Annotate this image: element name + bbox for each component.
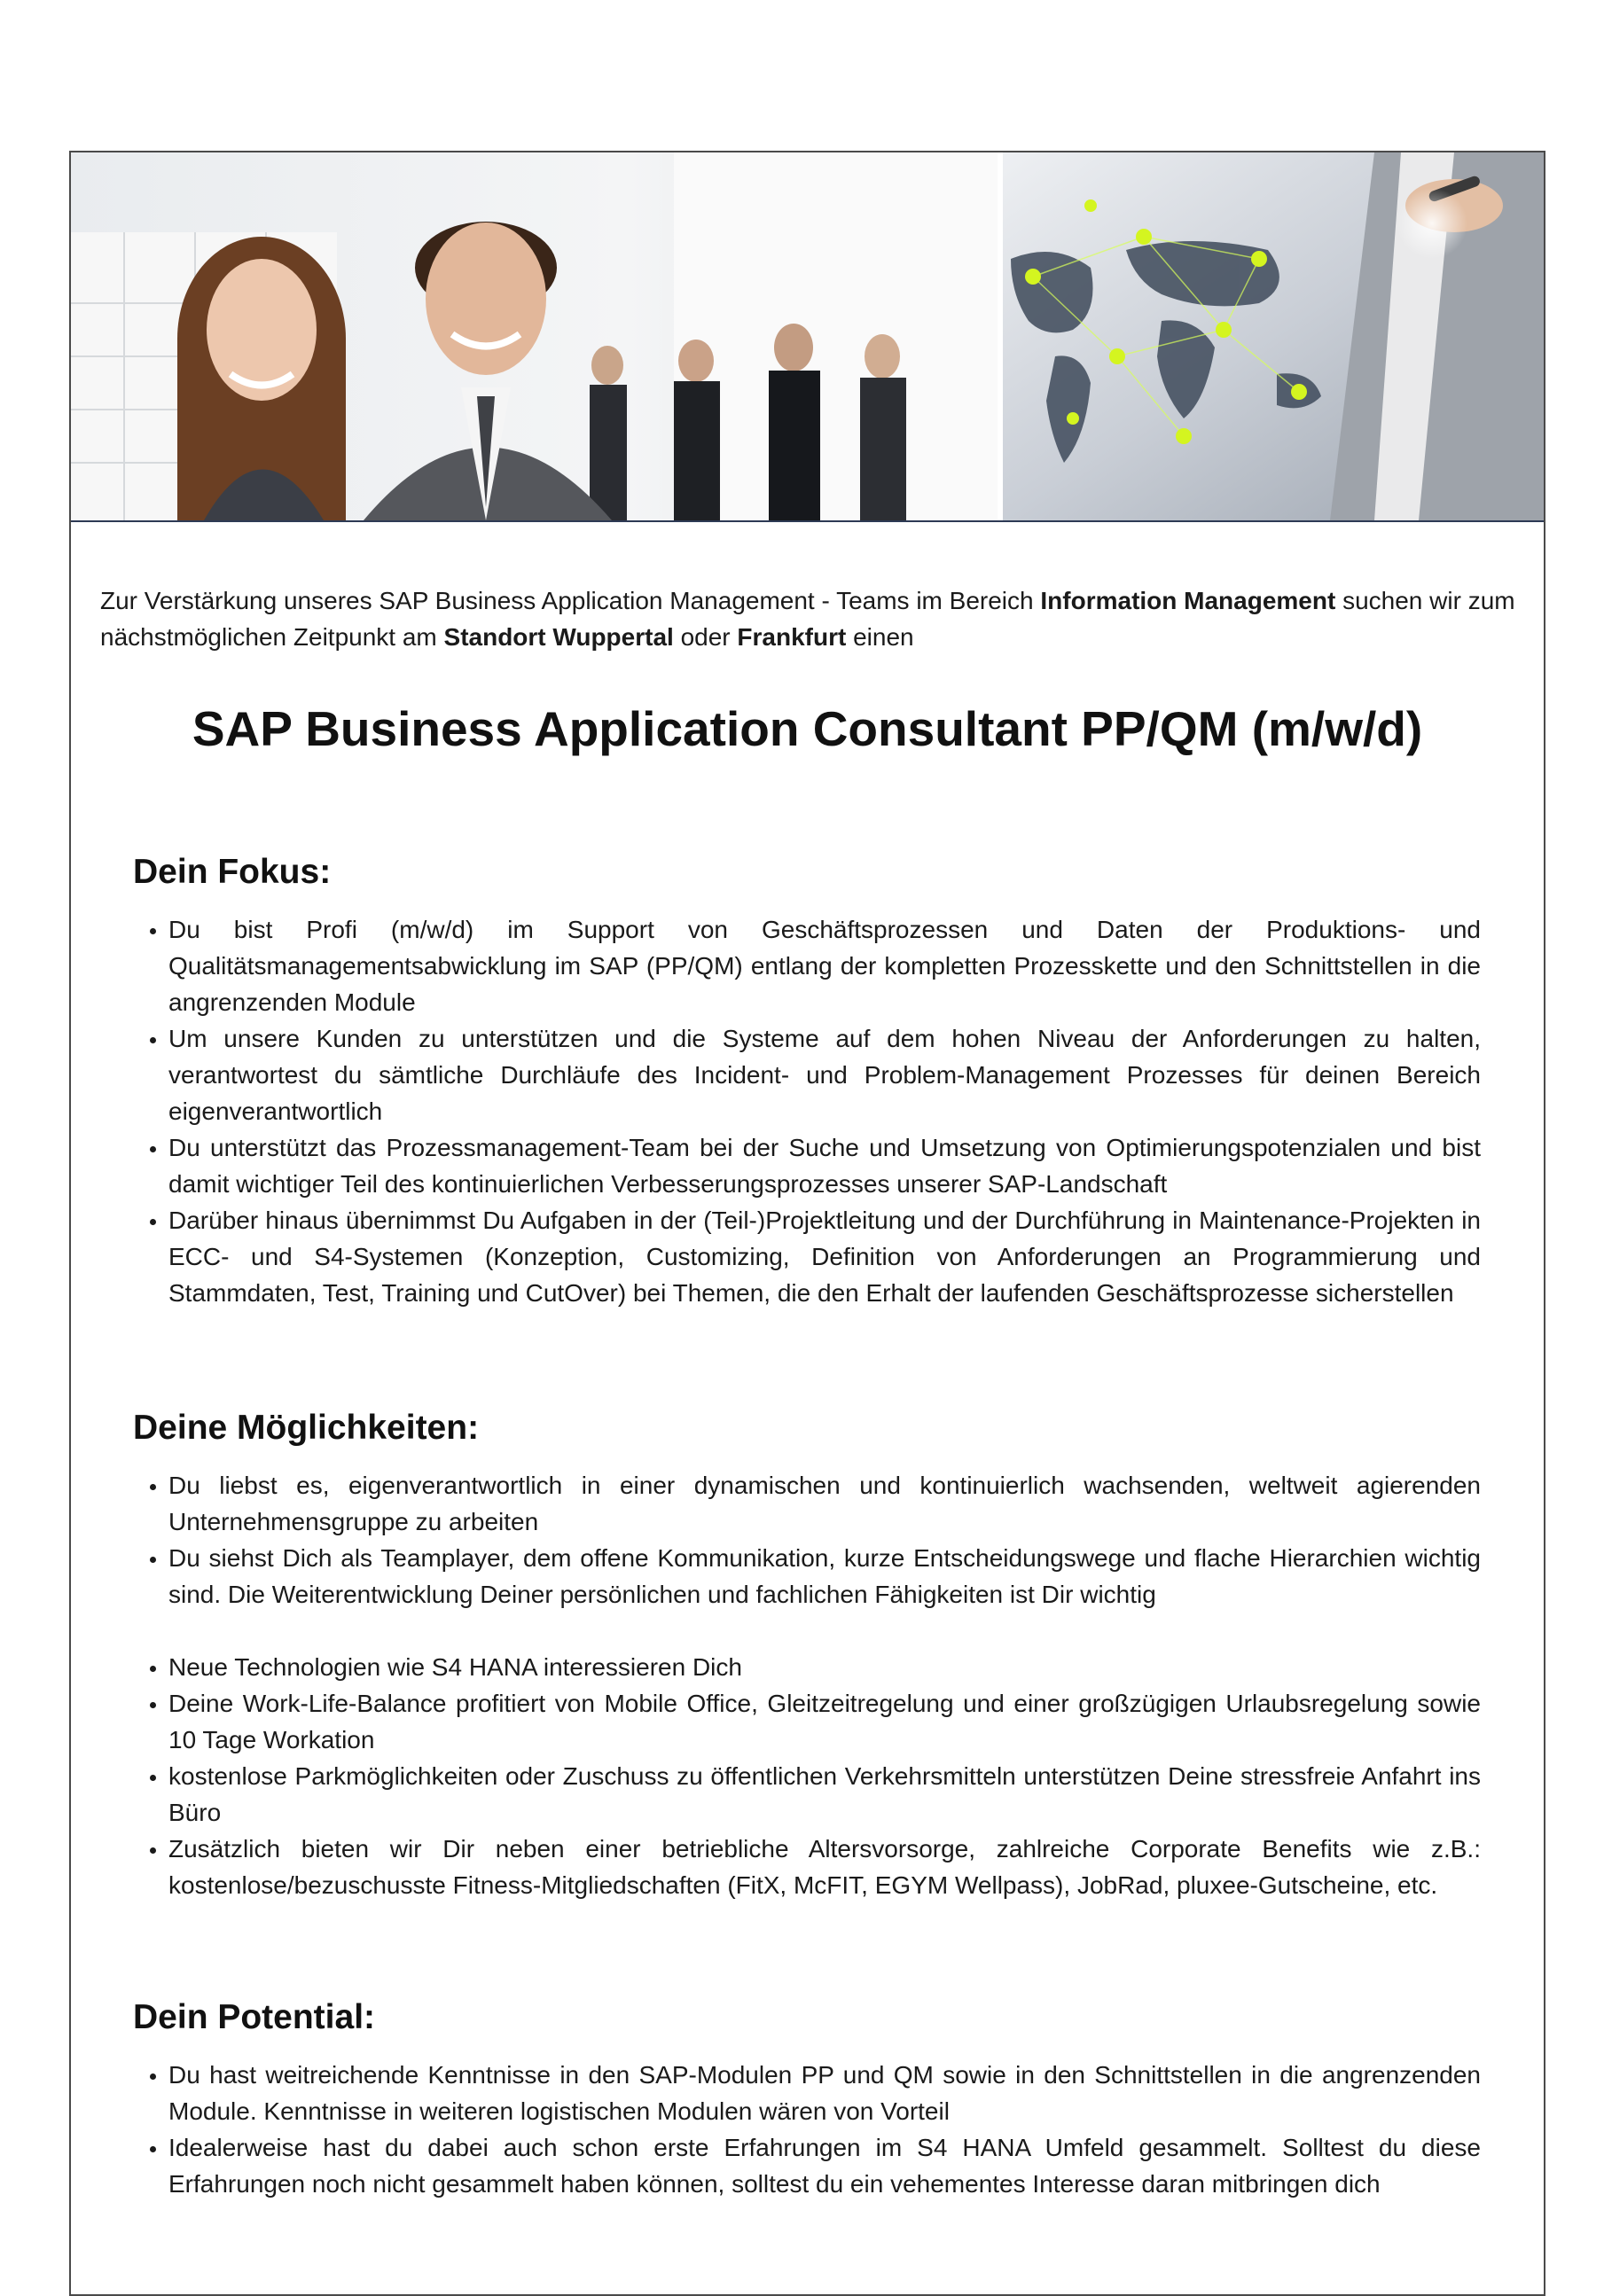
- list-item: • Neue Technologien wie S4 HANA interessieren Dich: [168, 1649, 1481, 1685]
- intro-text-3: oder: [673, 623, 738, 651]
- list-item: • kostenlose Parkmöglichkeiten oder Zuschuss zu öffentlichen Verkehrsmitteln unterstützen Deine stressfreie Anfahrt ins Büro: [168, 1758, 1481, 1831]
- section-fokus: [133, 853, 1481, 1311]
- list-item: • Zusätzlich bieten wir Dir neben einer betriebliche Altersvorsorge, zahlreiche Corporate Benefits wie z.B.: kostenlose/bezuschusste Fitness-Mitgliedschaften (FitX, McFIT, EGYM Wellpass), JobRad, pluxee-Gutscheine, etc.: [168, 1831, 1481, 1903]
- list-item: • Deine Work-Life-Balance profitiert von Mobile Office, Gleitzeitregelung und einer großzügigen Urlaubsregelung sowie 10 Tage Workation: [168, 1685, 1481, 1758]
- intro-bold-location-2: Frankfurt: [737, 623, 847, 651]
- list-item: • Darüber hinaus übernimmst Du Aufgaben in der (Teil-)Projektleitung und der Durchführung in Maintenance-Projekten in ECC- und S4-Systemen (Konzeption, Customizing, Definition von Anforderungen an Programmierung und Stammdaten, Test, Training und CutOver) bei Themen, die den Erhalt der laufenden Geschäftsprozesse sicherstellen: [168, 1202, 1481, 1311]
- job-title: SAP Business Application Consultant PP/QM (m/w/d): [192, 701, 1423, 756]
- section-heading-moeglichkeiten: Deine Möglichkeiten:: [133, 1409, 480, 1447]
- list-item: • Du liebst es, eigenverantwortlich in einer dynamischen und kontinuierlich wachsenden, weltweit agierenden Unternehmensgruppe zu arbeiten: [168, 1467, 1481, 1540]
- list-item: • Um unsere Kunden zu unterstützen und die Systeme auf dem hohen Niveau der Anforderungen zu halten, verantwortest du sämtliche Durchläufe des Incident- und Problem-Management Prozesses für deinen Bereich eigenverantwortlich: [168, 1020, 1481, 1129]
- intro-text-4: einen: [846, 623, 914, 651]
- header-banner-image: [71, 152, 1544, 522]
- list-item: • Du hast weitreichende Kenntnisse in den SAP-Modulen PP und QM sowie in den Schnittstellen in die angrenzenden Module. Kenntnisse in weiteren logistischen Modulen wären von Vorteil: [168, 2057, 1481, 2129]
- section-heading-fokus: Dein Fokus:: [133, 853, 332, 891]
- moeglichkeiten-list-b: [133, 1649, 1481, 1903]
- intro-bold-location-1: Standort Wuppertal: [443, 623, 674, 651]
- moeglichkeiten-list-a: [133, 1467, 1481, 1613]
- section-potential: [133, 1998, 1481, 2202]
- intro-bold-department: Information Management: [1040, 587, 1336, 614]
- fokus-list: [133, 911, 1481, 1311]
- intro-text-1: Zur Verstärkung unseres SAP Business Application Management - Teams im Bereich: [100, 587, 1041, 614]
- job-posting-frame: [69, 151, 1545, 2296]
- intro-text-2: suchen wir zum nächstmöglichen Zeitpunkt am: [100, 587, 1515, 651]
- section-moeglichkeiten: [133, 1409, 1481, 1903]
- list-item: • Du bist Profi (m/w/d) im Support von Geschäftsprozessen und Daten der Produktions- und Qualitätsmanagementsabwicklung im SAP (PP/QM) entlang der kompletten Prozesskette und den Schnittstellen in die angrenzenden Module: [168, 911, 1481, 1020]
- section-heading-potential: Dein Potential:: [133, 1998, 376, 2036]
- list-item: • Idealerweise hast du dabei auch schon erste Erfahrungen im S4 HANA Umfeld gesammelt. Solltest du diese Erfahrungen noch nicht gesammelt haben können, solltest du ein vehementes Interesse daran mitbringen dich: [168, 2129, 1481, 2202]
- intro-paragraph: [100, 582, 1519, 655]
- list-item: • Du unterstützt das Prozessmanagement-Team bei der Suche und Umsetzung von Optimierungspotenzialen und bist damit wichtiger Teil des kontinuierlichen Verbesserungsprozesses unserer SAP-Landschaft: [168, 1129, 1481, 1202]
- potential-list: [133, 2057, 1481, 2202]
- list-item: • Du siehst Dich als Teamplayer, dem offene Kommunikation, kurze Entscheidungswege und flache Hierarchien wichtig sind. Die Weiterentwicklung Deiner persönlichen und fachlichen Fähigkeiten ist Dir wichtig: [168, 1540, 1481, 1613]
